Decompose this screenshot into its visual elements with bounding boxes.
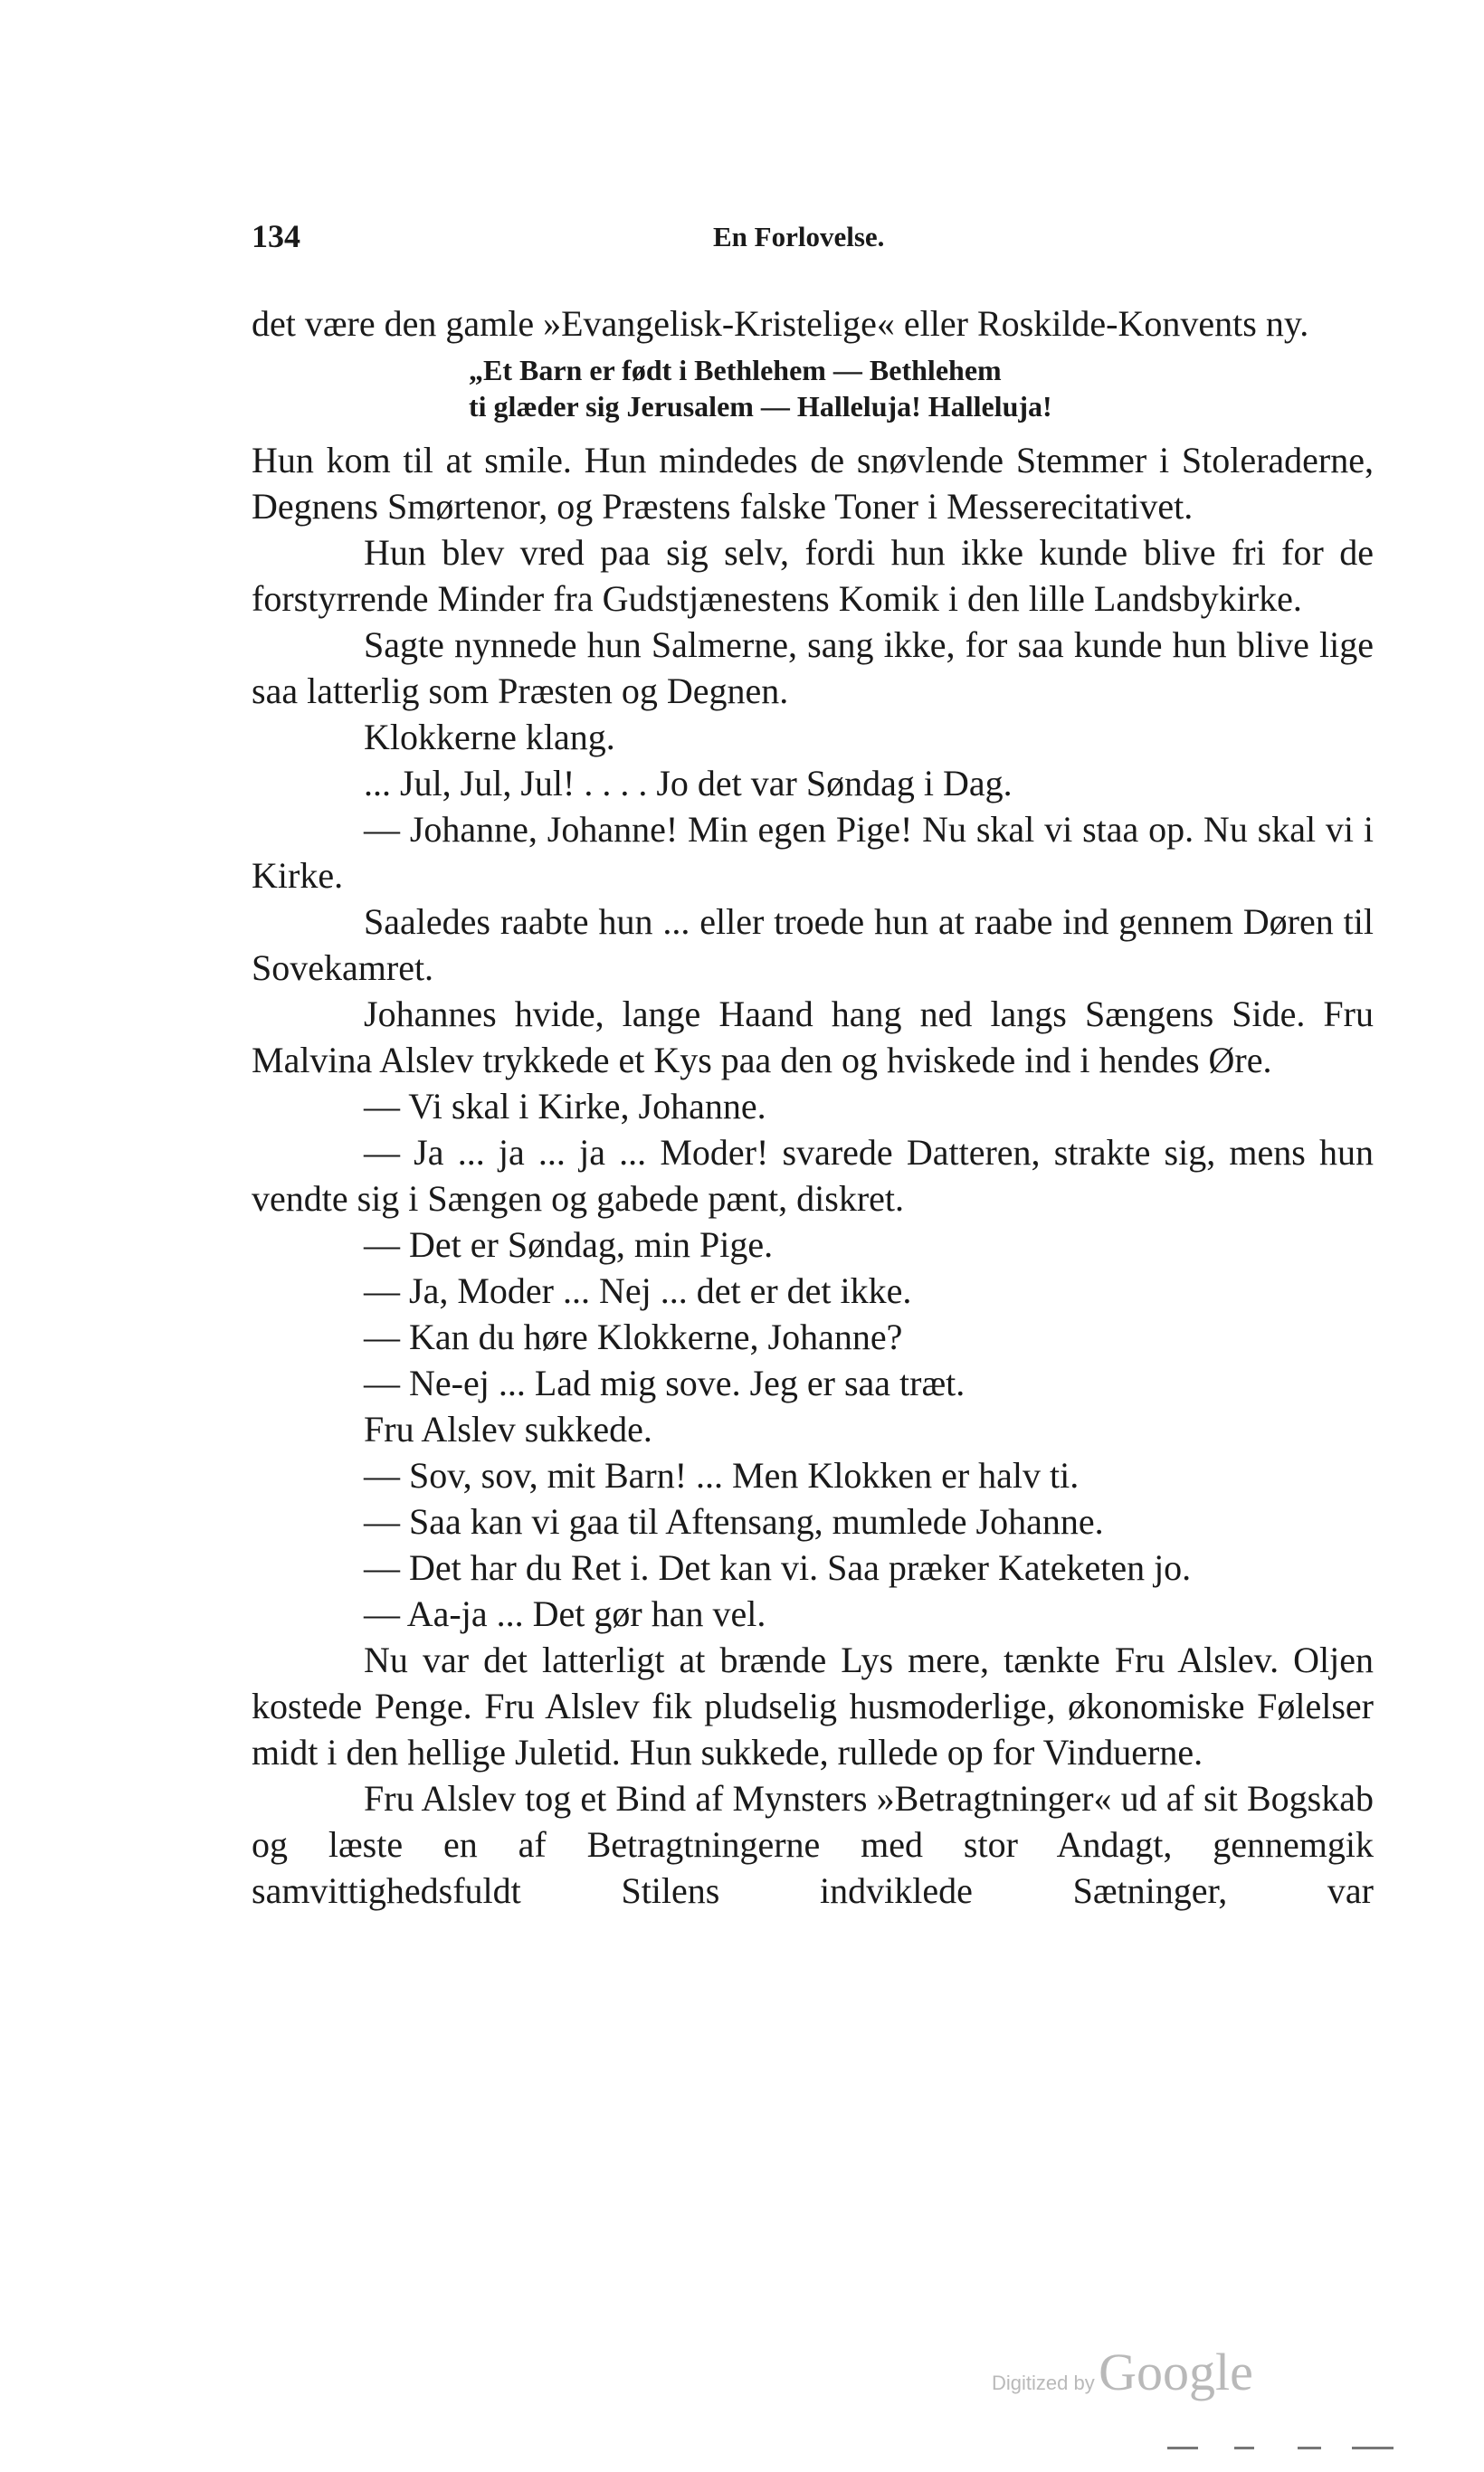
paragraph: — Ja ... ja ... ja ... Moder! svarede Datteren, strakte sig, mens hun vendte sig i Sængen og gabede pænt, diskret.: [252, 1132, 1374, 1219]
watermark-brand: Google: [1099, 2343, 1253, 2401]
paragraph: Hun blev vred paa sig selv, fordi hun ikke kunde blive fri for de forstyrrende Minder fra Gudstjænestens Komik i den lille Landsbykirke.: [252, 532, 1374, 619]
paragraph: Sagte nynnede hun Salmerne, sang ikke, for saa kunde hun blive lige saa latterlig som Præsten og Degnen.: [252, 624, 1374, 711]
paragraph: Nu var det latterligt at brænde Lys mere, tænkte Fru Alslev. Oljen kostede Penge. Fru Alslev fik pludselig husmoderlige, økonomiske Følelser midt i den hellige Juletid. Hun sukkede, rullede op for Vinduerne.: [252, 1640, 1374, 1773]
running-title: En Forlovelse.: [713, 221, 885, 252]
paragraph: Fru Alslev tog et Bind af Mynsters »Betragtninger« ud af sit Bogskab og læste en af Betragtningerne med stor Andagt, gennemgik samvittighedsfuldt Stilens indviklede Sætninger, var: [252, 1778, 1374, 1911]
paragraph: — Det er Søndag, min Pige.: [364, 1224, 774, 1265]
paragraph: — Aa-ja ... Det gør han vel.: [364, 1593, 766, 1634]
page-header: [252, 217, 1374, 271]
paragraph: Klokkerne klang.: [364, 717, 615, 757]
paragraph: ... Jul, Jul, Jul! . . . . Jo det var Søndag i Dag.: [364, 763, 1013, 803]
paragraph: Saaledes raabte hun ... eller troede hun at raabe ind gennem Døren til Sovekamret.: [252, 901, 1374, 988]
paragraph: Johannes hvide, lange Haand hang ned langs Sængens Side. Fru Malvina Alslev trykkede et Kys paa den og hviskede ind i hendes Øre.: [252, 994, 1374, 1080]
scan-mark: [1298, 2447, 1321, 2449]
scan-mark: [1234, 2447, 1254, 2449]
paragraph: — Ja, Moder ... Nej ... det er det ikke.: [364, 1270, 912, 1311]
verse-line: „Et Barn er født i Bethlehem — Bethlehem: [469, 354, 1002, 386]
paragraph: — Kan du høre Klokkerne, Johanne?: [364, 1317, 903, 1357]
paragraph: — Ne-ej ... Lad mig sove. Jeg er saa træt.: [364, 1363, 966, 1403]
paragraph: — Vi skal i Kirke, Johanne.: [364, 1086, 766, 1127]
verse-quote: [469, 352, 1374, 424]
scan-artifact-marks: [1167, 2447, 1439, 2450]
paragraph: Hun kom til at smile. Hun mindedes de snøvlende Stemmer i Stoleraderne, Degnens Smørtenor, og Præstens falske Toner i Messerecitativet.: [252, 440, 1374, 527]
verse-line: ti glæder sig Jerusalem — Halleluja! Halleluja!: [469, 390, 1052, 423]
google-watermark: [992, 2342, 1253, 2402]
paragraph: — Johanne, Johanne! Min egen Pige! Nu skal vi staa op. Nu skal vi i Kirke.: [252, 809, 1374, 896]
paragraph: — Saa kan vi gaa til Aftensang, mumlede Johanne.: [364, 1501, 1104, 1542]
paragraph: Fru Alslev sukkede.: [364, 1409, 652, 1450]
scan-mark: [1352, 2447, 1394, 2449]
scan-mark: [1167, 2447, 1198, 2449]
body-text: [252, 300, 1374, 1914]
watermark-prefix: Digitized by: [992, 2372, 1095, 2394]
paragraph: — Det har du Ret i. Det kan vi. Saa præker Kateketen jo.: [364, 1547, 1192, 1588]
page-number: 134: [252, 218, 300, 254]
paragraph: — Sov, sov, mit Barn! ... Men Klokken er halv ti.: [364, 1455, 1080, 1496]
paragraph: det være den gamle »Evangelisk-Kristelige« eller Roskilde-Konvents ny.: [252, 303, 1309, 344]
